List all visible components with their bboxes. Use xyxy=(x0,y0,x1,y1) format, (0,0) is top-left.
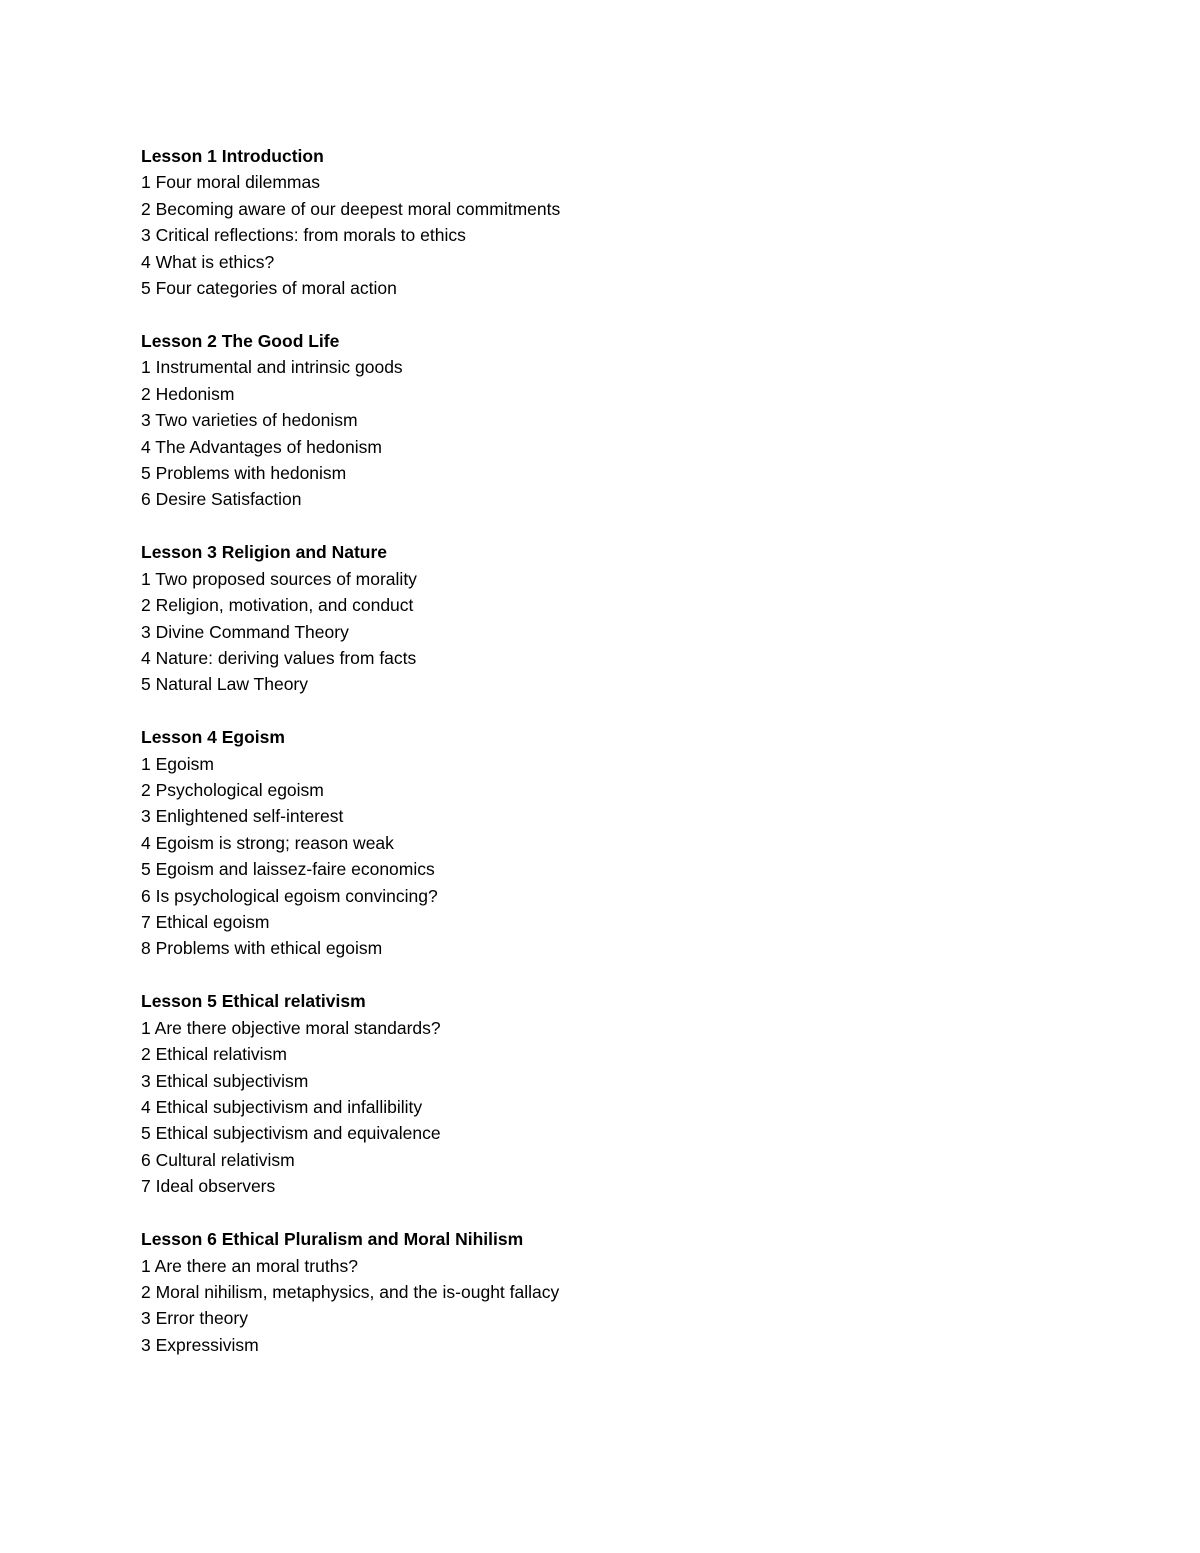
topic-text: Egoism and laissez-faire economics xyxy=(155,859,435,880)
topic-text: Problems with ethical egoism xyxy=(155,938,383,959)
topic-item xyxy=(141,434,1141,460)
topic-item xyxy=(141,460,1141,486)
topic-text: Nature: deriving values from facts xyxy=(155,647,417,668)
topic-number: 4 xyxy=(141,832,151,853)
topic-text: Is psychological egoism convincing? xyxy=(155,885,438,906)
lesson-title: Lesson 4 Egoism xyxy=(141,727,285,748)
topic-number: 7 xyxy=(141,912,151,933)
topic-item xyxy=(141,751,1141,777)
lesson-section xyxy=(141,724,1141,962)
topic-text: Religion, motivation, and conduct xyxy=(155,595,414,616)
topic-text: Becoming aware of our deepest moral commitments xyxy=(155,198,561,219)
topic-item xyxy=(141,830,1141,856)
topic-number: 1 xyxy=(141,172,151,193)
topic-item xyxy=(141,592,1141,618)
topic-text: Ethical egoism xyxy=(155,912,270,933)
lesson-section xyxy=(141,1226,1141,1358)
lesson-title: Lesson 2 The Good Life xyxy=(141,330,340,351)
topic-number: 4 xyxy=(141,251,151,272)
topic-item xyxy=(141,1332,1141,1358)
topic-number: 1 xyxy=(141,753,151,774)
topic-text: Egoism xyxy=(155,753,214,774)
topic-item xyxy=(141,196,1141,222)
topic-number: 6 xyxy=(141,489,151,510)
topic-number: 2 xyxy=(141,198,151,219)
topic-item xyxy=(141,1279,1141,1305)
topic-text: Critical reflections: from morals to ethics xyxy=(155,225,466,246)
topic-text: Ethical subjectivism and equivalence xyxy=(155,1123,441,1144)
topic-number: 5 xyxy=(141,278,151,299)
topic-item xyxy=(141,935,1141,961)
topic-number: 2 xyxy=(141,1044,151,1065)
topic-text: Natural Law Theory xyxy=(155,674,308,695)
topic-item xyxy=(141,566,1141,592)
topic-text: What is ethics? xyxy=(155,251,275,272)
topic-item xyxy=(141,909,1141,935)
topic-item xyxy=(141,856,1141,882)
topic-item xyxy=(141,1173,1141,1199)
topic-number: 4 xyxy=(141,436,151,457)
topic-text: Desire Satisfaction xyxy=(155,489,302,510)
topic-number: 3 xyxy=(141,225,151,246)
lesson-title: Lesson 5 Ethical relativism xyxy=(141,991,366,1012)
topic-text: Egoism is strong; reason weak xyxy=(155,832,394,853)
topic-item xyxy=(141,671,1141,697)
topic-text: Two varieties of hedonism xyxy=(155,410,358,431)
topic-item xyxy=(141,777,1141,803)
topic-item xyxy=(141,1120,1141,1146)
topic-item xyxy=(141,645,1141,671)
topic-item xyxy=(141,486,1141,512)
document-page xyxy=(141,143,1141,1385)
topic-item xyxy=(141,169,1141,195)
topic-number: 3 xyxy=(141,410,151,431)
topic-number: 3 xyxy=(141,1070,151,1091)
topic-item xyxy=(141,249,1141,275)
topic-item xyxy=(141,1305,1141,1331)
topic-item xyxy=(141,1147,1141,1173)
topic-item xyxy=(141,1041,1141,1067)
topic-item xyxy=(141,1094,1141,1120)
topic-number: 2 xyxy=(141,595,151,616)
topic-number: 5 xyxy=(141,1123,151,1144)
lesson-section xyxy=(141,328,1141,513)
topic-number: 1 xyxy=(141,1017,151,1038)
topic-item xyxy=(141,381,1141,407)
topic-number: 1 xyxy=(141,568,151,589)
topic-number: 3 xyxy=(141,621,151,642)
lesson-title: Lesson 3 Religion and Nature xyxy=(141,542,388,563)
topic-number: 1 xyxy=(141,1255,151,1276)
topic-text: Two proposed sources of morality xyxy=(155,568,417,589)
topic-number: 5 xyxy=(141,462,151,483)
lesson-title: Lesson 6 Ethical Pluralism and Moral Nihilism xyxy=(141,1229,524,1250)
topic-item xyxy=(141,1068,1141,1094)
topic-text: Ethical relativism xyxy=(155,1044,287,1065)
topic-number: 2 xyxy=(141,780,151,801)
topic-number: 1 xyxy=(141,357,151,378)
topic-item xyxy=(141,275,1141,301)
topic-text: Ideal observers xyxy=(155,1176,276,1197)
topic-number: 6 xyxy=(141,1149,151,1170)
topic-text: Four categories of moral action xyxy=(155,278,397,299)
topic-text: Expressivism xyxy=(155,1334,259,1355)
topic-text: Ethical subjectivism xyxy=(155,1070,309,1091)
topic-item xyxy=(141,407,1141,433)
topic-text: Problems with hedonism xyxy=(155,462,347,483)
topic-item xyxy=(141,619,1141,645)
topic-text: Hedonism xyxy=(155,383,235,404)
topic-item xyxy=(141,1015,1141,1041)
topic-text: Error theory xyxy=(155,1308,248,1329)
lesson-section xyxy=(141,143,1141,301)
topic-text: Are there objective moral standards? xyxy=(154,1017,441,1038)
topic-number: 5 xyxy=(141,674,151,695)
topic-number: 3 xyxy=(141,1334,151,1355)
topic-item xyxy=(141,1253,1141,1279)
topic-item xyxy=(141,803,1141,829)
topic-text: Divine Command Theory xyxy=(155,621,349,642)
topic-number: 2 xyxy=(141,1281,151,1302)
topic-text: Enlightened self-interest xyxy=(155,806,344,827)
topic-text: Instrumental and intrinsic goods xyxy=(155,357,403,378)
topic-text: Cultural relativism xyxy=(155,1149,295,1170)
topic-text: Four moral dilemmas xyxy=(155,172,320,193)
topic-number: 5 xyxy=(141,859,151,880)
lesson-section xyxy=(141,988,1141,1199)
topic-text: Moral nihilism, metaphysics, and the is-ought fallacy xyxy=(155,1281,560,1302)
topic-number: 7 xyxy=(141,1176,151,1197)
topic-number: 6 xyxy=(141,885,151,906)
topic-number: 4 xyxy=(141,1097,151,1117)
lesson-title: Lesson 1 Introduction xyxy=(141,146,324,166)
topic-number: 3 xyxy=(141,1308,151,1329)
lesson-section xyxy=(141,539,1141,697)
topic-number: 4 xyxy=(141,647,151,668)
topic-number: 2 xyxy=(141,383,151,404)
topic-item xyxy=(141,354,1141,380)
topic-item xyxy=(141,883,1141,909)
topic-number: 3 xyxy=(141,806,151,827)
topic-text: Ethical subjectivism and infallibility xyxy=(155,1097,423,1117)
topic-number: 8 xyxy=(141,938,151,959)
topic-text: The Advantages of hedonism xyxy=(155,436,382,457)
topic-text: Are there an moral truths? xyxy=(154,1255,358,1276)
topic-text: Psychological egoism xyxy=(155,780,324,801)
topic-item xyxy=(141,222,1141,248)
